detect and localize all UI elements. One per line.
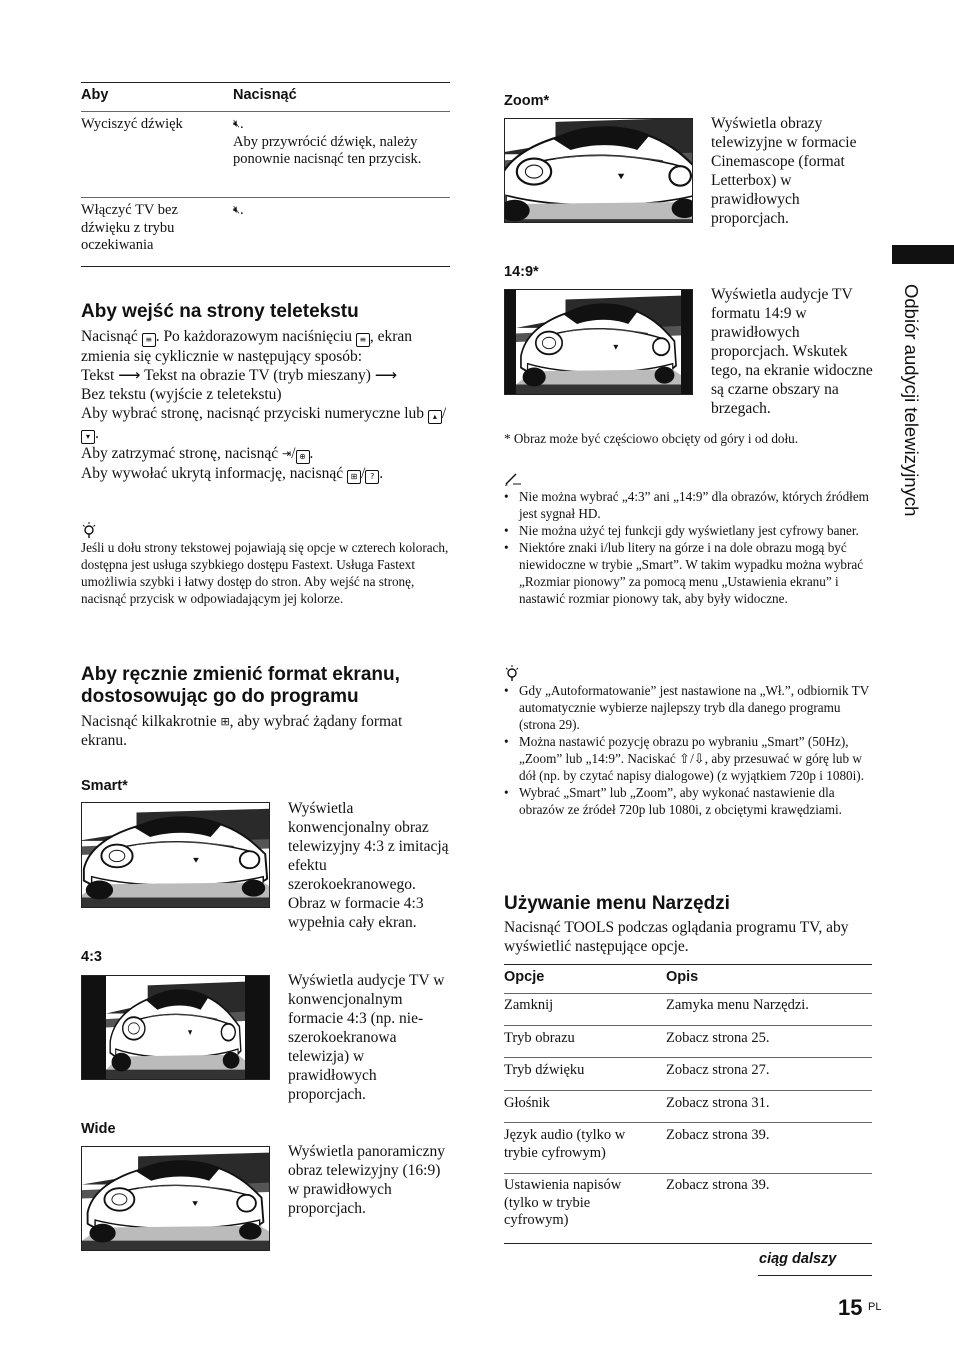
heading-line: Aby ręcznie zmienić format ekranu, <box>81 664 400 685</box>
teletext-intro <box>81 327 451 366</box>
list-item: • Wybrać „Smart” lub „Zoom”, aby wykonać nastawienie dla obrazów ze źródeł 720p lub 1080i, z obciętymi krawędziami. <box>504 784 874 818</box>
table-row <box>81 202 211 255</box>
car-image-zoom <box>504 118 693 223</box>
hold-icon: ⊕ <box>296 450 310 464</box>
text-span: , aby wybrać żądany format ekranu. <box>81 713 403 749</box>
page-up-icon: ▴ <box>428 410 442 424</box>
table-row-rule <box>504 1122 872 1123</box>
car-image-smart <box>81 802 270 908</box>
list-item: • Można nastawić pozycję obrazu po wybraniu „Smart” (50Hz), „Zoom” lub „14:9”. Naciskać ⇧/⇩, aby przesuwać w górę lub w dół (np. by czytać napisy dialogowe) (z wyjątkiem 720p i 1080i). <box>504 733 874 784</box>
table-cell <box>233 202 244 220</box>
text-span: Tekst na obrazie TV (tryb mieszany) <box>140 367 375 384</box>
table-top-rule <box>81 82 450 83</box>
text-span: . <box>379 465 384 482</box>
table-cell-suffix: . <box>239 116 244 132</box>
mode-desc-zoom: Wyświetla obrazy telewizyjne w formacie Cinemascope (format Letterbox) w prawidłowych proporcjach. <box>711 115 857 227</box>
mode-desc-smart: Wyświetla konwencjonalny obraz telewizyjny 4:3 z imitacją efektu szerokoekranowego. Obraz w formacie 4:3 wypełnia cały ekran. <box>288 800 449 931</box>
mute-icon: 🔇︎ <box>233 117 240 130</box>
mode-label-14-9: 14:9* <box>504 264 539 280</box>
right-arrow-icon: ⟶ <box>118 367 141 384</box>
mode-label-zoom: Zoom* <box>504 93 550 109</box>
hold-icon: ⇥ <box>281 447 292 460</box>
table-cell-extra: Aby przywrócić dźwięk, należy ponownie nacisnąć ten przycisk. <box>233 133 422 167</box>
tips-list <box>504 682 874 818</box>
text-span: . <box>95 425 99 442</box>
text-span: Aby wybrać stronę, nacisnąć przyciski numeryczne lub <box>81 405 428 422</box>
wide-mode-icon: ⊞ <box>220 715 230 728</box>
mode-label-smart: Smart* <box>81 778 128 794</box>
table-row-rule <box>81 197 450 198</box>
car-image-4-3 <box>81 975 270 1080</box>
table-cell-option: Tryb dźwięku <box>504 1062 585 1078</box>
table-cell: Włączyć TV bez dźwięku z trybu oczekiwania <box>81 202 178 253</box>
help-icon: ? <box>365 470 379 484</box>
section-heading-teletext: Aby wejść na strony teletekstu <box>81 301 359 322</box>
teletext-body <box>81 327 451 484</box>
table-cell-description: Zobacz strona 25. <box>666 1030 770 1046</box>
table-cell: Wyciszyć dźwięk <box>81 116 183 132</box>
tools-header-rule <box>504 993 872 994</box>
continued-rule <box>758 1275 872 1276</box>
reveal-icon: ⊞ <box>347 470 361 484</box>
tools-intro: Nacisnąć TOOLS podczas oglądania programu TV, aby wyświetlić następujące opcje. <box>504 919 849 955</box>
heading-line: dostosowując go do programu <box>81 686 359 707</box>
notes-list <box>504 488 874 607</box>
table-cell-description: Zobacz strona 31. <box>666 1095 770 1111</box>
text-span: Nacisnąć kilkakrotnie <box>81 713 221 730</box>
text-span: Bez tekstu (wyjście z teletekstu) <box>81 386 282 403</box>
text-span: , ekran zmienia się cyklicznie w następujący sposób: <box>81 328 413 365</box>
list-item: • Nie można wybrać „4:3” ani „14:9” dla obrazów, których źródłem jest sygnał HD. <box>504 488 874 522</box>
list-item: • Niektóre znaki i/lub litery na górze i na dole obrazu mogą być niewidoczne w trybie „Smart”. W takim wypadku można wybrać „Rozmiar pionowy” za pomocą menu „Ustawienia ekranu” i nastawić rozmiar pionowy tak, aby były widoczne. <box>504 539 874 607</box>
mode-label-wide: Wide <box>81 1121 116 1137</box>
text-span: / <box>291 445 296 462</box>
table-row-rule <box>504 1173 872 1174</box>
teletext-cycle <box>81 366 451 404</box>
table-cell-description: Zobacz strona 27. <box>666 1062 770 1078</box>
mode-label-4-3: 4:3 <box>81 949 102 965</box>
table-header-nacisnac: Nacisnąć <box>233 87 297 103</box>
teletext-reveal <box>81 464 451 484</box>
table-cell-description: Zobacz strona 39. <box>666 1177 770 1193</box>
mode-desc-wide: Wyświetla panoramiczny obraz telewizyjny (16:9) w prawidłowych proporcjach. <box>288 1143 446 1217</box>
table-bottom-rule <box>81 266 450 267</box>
list-item: • Gdy „Autoformatowanie” jest nastawione na „Wł.”, odbiornik TV automatycznie wybierze najlepszy tryb dla danego programu (strona 29). <box>504 682 874 733</box>
table-cell-suffix: . <box>239 202 244 218</box>
tools-header-opcje: Opcje <box>504 969 545 985</box>
table-row-rule <box>504 1057 872 1058</box>
continued-label: ciąg dalszy <box>759 1251 837 1267</box>
sidebar-section-title: Odbiór audycji telewizyjnych <box>901 284 922 517</box>
section-tab-marker <box>892 245 954 264</box>
list-item: • Nie można użyć tej funkcji gdy wyświetlany jest cyfrowy baner. <box>504 522 874 539</box>
right-arrow-icon: ⟶ <box>374 367 398 384</box>
text-span: Aby zatrzymać stronę, nacisnąć <box>81 445 282 462</box>
table-cell <box>233 116 448 169</box>
page-number: 15 <box>838 1295 863 1320</box>
car-image-wide <box>81 1146 270 1251</box>
page-lang: PL <box>868 1301 882 1313</box>
tools-header-opis: Opis <box>666 969 699 985</box>
table-row-rule <box>504 1025 872 1026</box>
table-row <box>81 116 226 134</box>
text-span: . <box>309 445 314 462</box>
table-header-aby: Aby <box>81 87 109 103</box>
section-heading-tools: Używanie menu Narzędzi <box>504 893 730 914</box>
table-cell-description: Zamyka menu Narzędzi. <box>666 997 809 1013</box>
table-row-rule <box>504 1090 872 1091</box>
tools-table-bottom-rule <box>504 1243 872 1244</box>
text-span: Nacisnąć <box>81 328 142 345</box>
text-span: . Po każdorazowym naciśnięciu <box>155 328 356 345</box>
table-cell-option: Język audio (tylko w trybie cyfrowym) <box>504 1127 626 1161</box>
car-image-14-9 <box>504 289 693 395</box>
teletext-select-page <box>81 404 451 444</box>
mode-desc-4-3: Wyświetla audycje TV w konwencjonalnym formacie 4:3 (np. nie-szerokoekranowa telewizja) w prawidłowych proporcjach. <box>288 972 445 1103</box>
section-heading-format <box>81 664 461 708</box>
table-header-rule <box>81 111 450 112</box>
table-cell-option: Tryb obrazu <box>504 1030 575 1046</box>
text-span: / <box>360 465 366 482</box>
page-down-icon: ▾ <box>81 430 95 444</box>
table-cell-option: Głośnik <box>504 1095 550 1111</box>
format-intro <box>81 712 451 750</box>
tools-table-top-rule <box>504 964 872 965</box>
table-cell-option: Ustawienia napisów (tylko w trybie cyfrowym) <box>504 1177 622 1228</box>
footnote: * Obraz może być częściowo obcięty od góry i od dołu. <box>504 431 799 446</box>
text-span: Tekst <box>81 367 119 384</box>
text-span: / <box>441 405 447 422</box>
table-cell-option: Zamknij <box>504 997 554 1013</box>
teletext-icon: ≡ <box>142 333 156 347</box>
teletext-tip: Jeśli u dołu strony tekstowej pojawiają się opcje w czterech kolorach, dostępna jest usługa szybkiego dostępu Fastext. Usługa Fastext umożliwia szybki i łatwy dostęp do stron. Aby wejść na stronę, nacisnąć przycisk w odpowiadającym jej kolorze. <box>81 540 449 606</box>
mode-desc-14-9: Wyświetla audycje TV formatu 14:9 w prawidłowych proporcjach. Wskutek tego, na ekranie widoczne są czarne obszary na brzegach. <box>711 286 873 417</box>
mute-icon: 🔇︎ <box>233 203 240 216</box>
text-span: Aby wywołać ukrytą informację, nacisnąć <box>81 465 347 482</box>
teletext-hold <box>81 444 451 464</box>
teletext-icon: ≡ <box>356 333 370 347</box>
table-cell-description: Zobacz strona 39. <box>666 1127 770 1143</box>
